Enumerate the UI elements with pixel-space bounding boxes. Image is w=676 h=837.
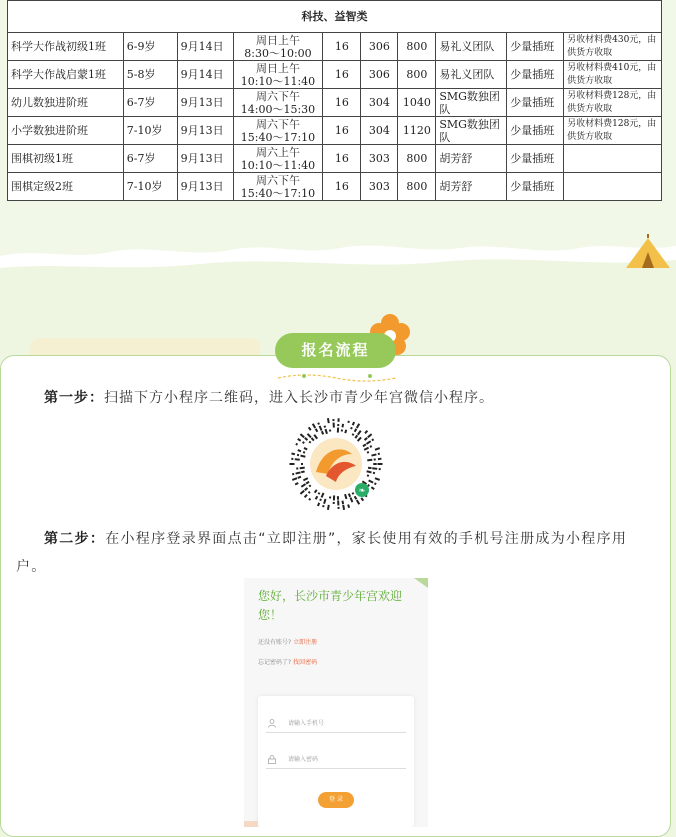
lock-icon bbox=[268, 755, 276, 764]
qr-module bbox=[296, 467, 298, 469]
qr-module bbox=[315, 496, 318, 500]
qr-module bbox=[354, 435, 358, 439]
qr-module bbox=[329, 496, 331, 498]
qr-module bbox=[373, 472, 375, 474]
qr-module bbox=[354, 496, 357, 500]
qr-module bbox=[304, 437, 308, 441]
qr-module bbox=[308, 491, 311, 494]
qr-module bbox=[301, 470, 305, 473]
cell-time-range: 8:30～10:00 bbox=[244, 46, 312, 60]
qr-module bbox=[314, 489, 318, 493]
cell-teacher: 胡芳舒 bbox=[436, 145, 507, 173]
qr-module bbox=[319, 425, 323, 430]
cell-time-day: 周六上午 bbox=[255, 145, 300, 159]
qr-module bbox=[308, 498, 311, 501]
qr-module bbox=[325, 429, 328, 434]
qr-module bbox=[295, 482, 299, 485]
cell-room: 306 bbox=[361, 33, 398, 61]
cell-fee: 800 bbox=[398, 173, 436, 201]
cell-name: 围棋初级1班 bbox=[8, 145, 124, 173]
qr-module bbox=[292, 477, 297, 481]
qr-module bbox=[333, 502, 335, 504]
qr-module bbox=[290, 463, 295, 465]
qr-module bbox=[318, 492, 321, 495]
qr-module bbox=[303, 477, 308, 481]
qr-module bbox=[295, 471, 300, 474]
qr-module bbox=[368, 467, 372, 469]
cell-fee: 1120 bbox=[398, 117, 436, 145]
qr-module bbox=[307, 433, 312, 438]
cell-note bbox=[564, 173, 662, 201]
cell-time-range: 10:10～11:40 bbox=[240, 158, 316, 172]
qr-module bbox=[367, 433, 372, 438]
cell-fee: 800 bbox=[398, 61, 436, 89]
cell-count: 16 bbox=[323, 61, 361, 89]
mini-program-qr-code[interactable] bbox=[286, 414, 386, 514]
course-table bbox=[7, 0, 662, 201]
cell-type: 少量插班 bbox=[507, 173, 564, 201]
cell-type: 少量插班 bbox=[507, 145, 564, 173]
cell-time-day: 周日上午 bbox=[255, 61, 300, 75]
cell-type: 少量插班 bbox=[507, 33, 564, 61]
qr-module bbox=[297, 454, 299, 456]
course-table-section bbox=[0, 0, 676, 268]
cell-teacher: 易礼义团队 bbox=[436, 61, 507, 89]
qr-module bbox=[308, 427, 312, 431]
bottom-strip bbox=[244, 821, 258, 827]
qr-module bbox=[300, 490, 305, 495]
cell-room: 304 bbox=[361, 117, 398, 145]
qr-module bbox=[352, 433, 355, 436]
cell-date: 9月14日 bbox=[177, 61, 233, 89]
tent-icon bbox=[622, 234, 674, 270]
cell-date: 9月13日 bbox=[177, 173, 233, 201]
qr-module bbox=[364, 447, 369, 451]
qr-module bbox=[374, 458, 376, 460]
category-title: 科技、益智类 bbox=[8, 1, 662, 33]
qr-module bbox=[348, 493, 351, 497]
cell-time-range: 15:40～17:10 bbox=[240, 186, 316, 200]
cell-room: 303 bbox=[361, 145, 398, 173]
cell-room: 306 bbox=[361, 61, 398, 89]
table-row bbox=[8, 33, 662, 61]
qr-module bbox=[352, 422, 355, 426]
section-title: 报名流程 bbox=[275, 333, 396, 368]
qr-module bbox=[300, 455, 305, 458]
qr-module bbox=[367, 451, 370, 454]
cell-count: 16 bbox=[323, 89, 361, 117]
cell-name: 幼儿数独进阶班 bbox=[8, 89, 124, 117]
qr-module bbox=[297, 449, 301, 452]
qr-module bbox=[378, 458, 382, 460]
qr-module bbox=[367, 459, 372, 462]
reset-password-link[interactable]: 找回密码 bbox=[293, 659, 318, 666]
cell-type: 少量插班 bbox=[507, 61, 564, 89]
qr-module bbox=[350, 427, 353, 430]
password-input[interactable] bbox=[266, 752, 406, 769]
qr-module bbox=[321, 493, 325, 498]
cell-age: 5-8岁 bbox=[123, 61, 177, 89]
cell-age: 6-7岁 bbox=[123, 89, 177, 117]
qr-module bbox=[337, 428, 339, 433]
qr-module bbox=[312, 423, 316, 428]
cell-time bbox=[233, 145, 323, 173]
cell-room: 304 bbox=[361, 89, 398, 117]
qr-module bbox=[379, 468, 381, 470]
phone-placeholder: 请输入手机号 bbox=[288, 720, 325, 727]
step-2-body: 在小程序登录界面点击“立即注册”，家长使用有效的手机号注册成为小程序用户。 bbox=[16, 531, 628, 575]
cell-time bbox=[233, 33, 323, 61]
cell-name: 科学大作战启蒙1班 bbox=[8, 61, 124, 89]
qr-module bbox=[375, 447, 380, 451]
qr-module bbox=[301, 463, 303, 465]
cell-fee: 800 bbox=[398, 33, 436, 61]
qr-module bbox=[375, 477, 380, 481]
cell-age: 7-10岁 bbox=[123, 173, 177, 201]
qr-module bbox=[333, 495, 335, 500]
cell-note: 另收材料费128元，由供货方收取 bbox=[564, 89, 662, 117]
table-row bbox=[8, 145, 662, 173]
svg-text:❧: ❧ bbox=[358, 486, 366, 495]
cell-fee: 1040 bbox=[398, 89, 436, 117]
qr-module bbox=[371, 438, 374, 441]
qr-module bbox=[378, 453, 380, 455]
register-prompt bbox=[258, 637, 317, 646]
qr-module bbox=[360, 497, 364, 501]
step-2-text bbox=[16, 525, 656, 581]
qr-module bbox=[321, 431, 324, 435]
cell-date: 9月13日 bbox=[177, 89, 233, 117]
qr-module bbox=[311, 437, 315, 441]
qr-module bbox=[373, 463, 377, 465]
cell-count: 16 bbox=[323, 145, 361, 173]
qr-module bbox=[309, 441, 312, 444]
cell-count: 16 bbox=[323, 117, 361, 145]
qr-module bbox=[323, 499, 326, 504]
step-2-label: 第二步： bbox=[44, 531, 106, 547]
qr-module bbox=[338, 507, 340, 509]
qr-module bbox=[364, 430, 368, 434]
cell-date: 9月13日 bbox=[177, 145, 233, 173]
cell-note bbox=[564, 145, 662, 173]
decorative-stripe bbox=[30, 338, 260, 356]
table-row bbox=[8, 89, 662, 117]
qr-module bbox=[324, 425, 326, 427]
cell-time-day: 周六下午 bbox=[255, 173, 300, 187]
table-row bbox=[8, 117, 662, 145]
cell-note: 另收材料费410元，由供货方收取 bbox=[564, 61, 662, 89]
user-icon bbox=[268, 719, 276, 728]
wave-divider bbox=[0, 238, 676, 278]
table-row bbox=[8, 61, 662, 89]
qr-module bbox=[371, 486, 375, 490]
cell-count: 16 bbox=[323, 33, 361, 61]
qr-module bbox=[337, 424, 339, 426]
login-screenshot bbox=[244, 578, 428, 827]
cell-room: 303 bbox=[361, 173, 398, 201]
welcome-text: 您好，长沙市青少年宫欢迎您！ bbox=[258, 589, 403, 622]
qr-module bbox=[304, 487, 308, 491]
cell-fee: 800 bbox=[398, 145, 436, 173]
qr-module bbox=[333, 423, 335, 428]
register-link[interactable]: 立即注册 bbox=[293, 639, 318, 646]
cell-age: 6-7岁 bbox=[123, 145, 177, 173]
qr-module bbox=[291, 458, 293, 460]
qr-module bbox=[309, 484, 312, 487]
cell-name: 小学数独进阶班 bbox=[8, 117, 124, 145]
cell-time-day: 周日上午 bbox=[255, 33, 300, 47]
cell-time-range: 14:00～15:30 bbox=[240, 102, 316, 116]
cell-time bbox=[233, 61, 323, 89]
qr-module bbox=[300, 467, 305, 470]
qr-module bbox=[313, 434, 318, 439]
cell-name: 围棋定级2班 bbox=[8, 173, 124, 201]
cell-date: 9月13日 bbox=[177, 117, 233, 145]
qr-module bbox=[300, 433, 305, 438]
qr-module bbox=[357, 430, 362, 435]
qr-module bbox=[356, 499, 360, 504]
login-form bbox=[258, 696, 414, 827]
qr-module bbox=[368, 479, 373, 483]
cell-time bbox=[233, 173, 323, 201]
qr-module bbox=[350, 497, 354, 502]
qr-module bbox=[295, 458, 300, 461]
qr-module bbox=[291, 452, 295, 455]
qr-module bbox=[297, 438, 301, 442]
qr-module bbox=[337, 496, 339, 500]
cell-type: 少量插班 bbox=[507, 117, 564, 145]
step-1-body: 扫描下方小程序二维码，进入长沙市青少年宫微信小程序。 bbox=[104, 390, 494, 406]
password-placeholder: 请输入密码 bbox=[288, 756, 319, 763]
cell-teacher: SMG数独团队 bbox=[436, 117, 507, 145]
qr-module bbox=[366, 470, 371, 473]
dashed-ornament bbox=[276, 370, 398, 384]
phone-input[interactable] bbox=[266, 716, 406, 733]
cell-age: 6-9岁 bbox=[123, 33, 177, 61]
cell-time-day: 周六下午 bbox=[255, 117, 300, 131]
qr-module bbox=[303, 451, 306, 454]
qr-module bbox=[372, 467, 377, 470]
qr-module bbox=[352, 492, 355, 495]
cell-time-range: 10:10～11:40 bbox=[240, 74, 316, 88]
qr-module bbox=[364, 437, 368, 441]
category-row bbox=[8, 1, 662, 33]
qr-module bbox=[337, 500, 339, 505]
cell-note: 另收材料费128元，由供货方收取 bbox=[564, 117, 662, 145]
qr-module bbox=[304, 447, 308, 450]
qr-module bbox=[354, 428, 357, 432]
cell-time bbox=[233, 89, 323, 117]
qr-module bbox=[319, 498, 322, 501]
cell-teacher: 胡芳舒 bbox=[436, 173, 507, 201]
cell-date: 9月14日 bbox=[177, 33, 233, 61]
qr-module bbox=[374, 482, 377, 485]
cell-count: 16 bbox=[323, 173, 361, 201]
table-row bbox=[8, 173, 662, 201]
qr-module bbox=[366, 440, 371, 444]
cell-teacher: SMG数独团队 bbox=[436, 89, 507, 117]
qr-module bbox=[327, 505, 330, 510]
qr-module bbox=[367, 474, 370, 477]
qr-module bbox=[337, 418, 339, 422]
step-1-label: 第一步： bbox=[44, 390, 104, 406]
cell-age: 7-10岁 bbox=[123, 117, 177, 145]
cell-time bbox=[233, 117, 323, 145]
step-1-text bbox=[16, 386, 656, 410]
qr-module bbox=[341, 424, 344, 428]
qr-module bbox=[304, 494, 308, 498]
qr-module bbox=[347, 504, 350, 508]
qr-module bbox=[344, 494, 347, 499]
qr-module bbox=[302, 441, 305, 444]
qr-module bbox=[329, 429, 331, 431]
qr-module bbox=[322, 505, 324, 507]
forgot-text: 忘记密码了? bbox=[258, 659, 292, 666]
cell-name: 科学大作战初级1班 bbox=[8, 33, 124, 61]
qr-module bbox=[344, 429, 347, 433]
qr-module bbox=[357, 437, 362, 442]
qr-module bbox=[327, 418, 330, 423]
forgot-prompt bbox=[258, 657, 317, 666]
cell-type: 少量插班 bbox=[507, 89, 564, 117]
qr-module bbox=[317, 422, 320, 425]
qr-module bbox=[378, 463, 383, 465]
qr-module bbox=[315, 428, 318, 432]
qr-module bbox=[297, 476, 301, 479]
qr-module bbox=[371, 453, 376, 456]
cell-time-range: 15:40～17:10 bbox=[240, 130, 316, 144]
qr-module bbox=[317, 502, 320, 506]
login-button[interactable]: 登 录 bbox=[318, 792, 354, 808]
qr-module bbox=[356, 423, 360, 428]
qr-module bbox=[347, 421, 349, 423]
qr-module bbox=[341, 429, 343, 431]
cell-teacher: 易礼义团队 bbox=[436, 33, 507, 61]
qr-module bbox=[292, 473, 294, 475]
qr-module bbox=[332, 419, 334, 421]
qr-module bbox=[306, 481, 310, 485]
no-account-text: 还没有账号? bbox=[258, 639, 292, 646]
qr-module bbox=[295, 443, 298, 446]
qr-module bbox=[301, 483, 306, 487]
qr-module bbox=[362, 444, 366, 448]
qr-module bbox=[342, 505, 345, 510]
cell-time-day: 周六下午 bbox=[255, 89, 300, 103]
qr-module bbox=[370, 445, 373, 448]
qr-module bbox=[341, 501, 344, 505]
cell-note: 另收材料费430元，由供货方收取 bbox=[564, 33, 662, 61]
